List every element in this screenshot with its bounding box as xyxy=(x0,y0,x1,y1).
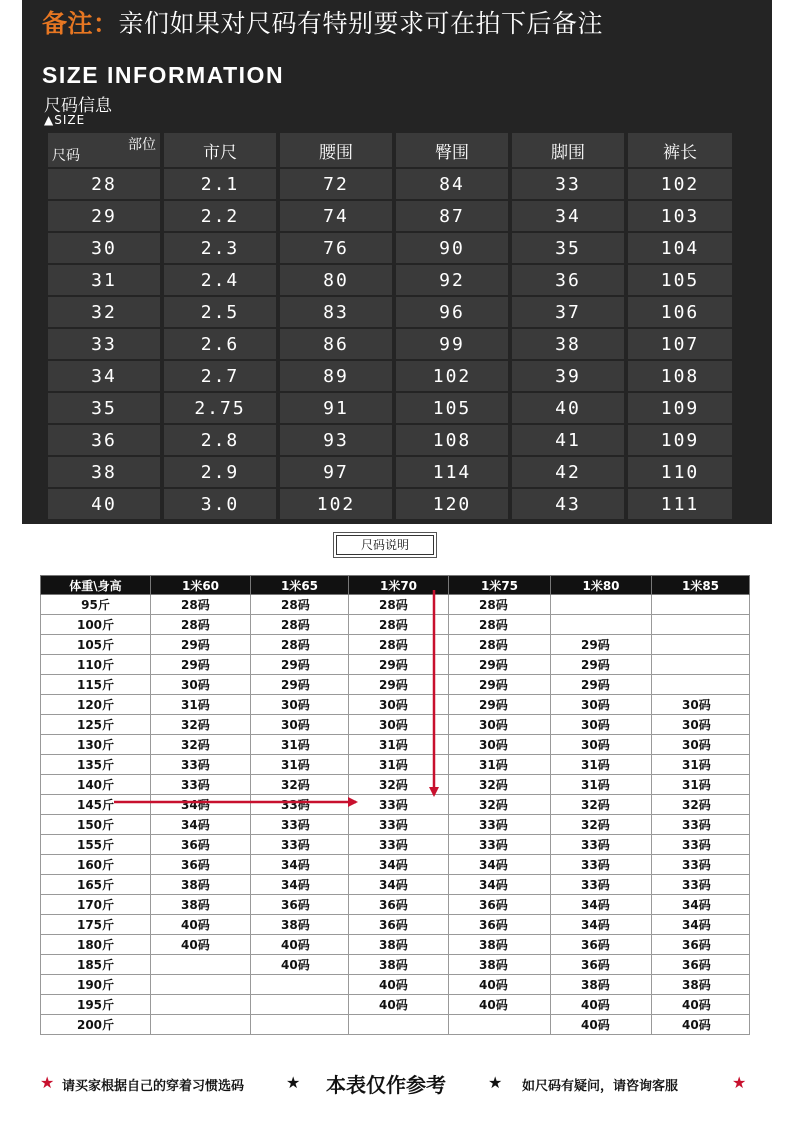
size-cell: 28码 xyxy=(349,635,449,655)
height-column-header: 1米75 xyxy=(449,576,551,595)
size-cell: 34 xyxy=(48,361,160,391)
size-cell: 32码 xyxy=(151,735,251,755)
size-cell: 105 xyxy=(396,393,508,423)
table-row xyxy=(41,815,750,835)
size-cell: 40码 xyxy=(449,975,551,995)
corner-bottom-label: 尺码 xyxy=(52,148,80,164)
size-cell: 2.5 xyxy=(164,297,276,327)
size-information-panel xyxy=(22,0,772,524)
size-cell: 28码 xyxy=(251,595,349,615)
size-cell: 28 xyxy=(48,169,160,199)
table-row xyxy=(41,735,750,755)
size-cell: 29码 xyxy=(349,675,449,695)
size-cell: 2.4 xyxy=(164,265,276,295)
size-cell: 74 xyxy=(280,201,392,231)
table-row xyxy=(48,297,732,327)
size-cell: 111 xyxy=(628,489,732,519)
size-column-header: 脚围 xyxy=(512,133,624,167)
weight-cell: 120斤 xyxy=(41,695,151,715)
size-cell: 29码 xyxy=(151,655,251,675)
size-cell: 38码 xyxy=(551,975,652,995)
size-cell: 38 xyxy=(48,457,160,487)
size-cell xyxy=(551,615,652,635)
size-cell: 33码 xyxy=(652,875,750,895)
weight-cell: 135斤 xyxy=(41,755,151,775)
height-column-header: 1米85 xyxy=(652,576,750,595)
size-cell: 28码 xyxy=(449,615,551,635)
size-cell: 33码 xyxy=(251,815,349,835)
size-cell: 33码 xyxy=(551,855,652,875)
table-row xyxy=(48,169,732,199)
size-cell: 33码 xyxy=(652,855,750,875)
weight-cell: 165斤 xyxy=(41,875,151,895)
size-cell: 36码 xyxy=(151,835,251,855)
note-label: 备注： xyxy=(42,9,119,38)
size-cell: 36 xyxy=(512,265,624,295)
star-icon: ★ xyxy=(40,1073,55,1092)
weight-cell: 115斤 xyxy=(41,675,151,695)
weight-cell: 110斤 xyxy=(41,655,151,675)
table-row xyxy=(41,935,750,955)
size-cell: 102 xyxy=(628,169,732,199)
size-cell: 3.0 xyxy=(164,489,276,519)
size-cell: 106 xyxy=(628,297,732,327)
size-cell xyxy=(251,975,349,995)
table-row xyxy=(41,875,750,895)
size-cell: 83 xyxy=(280,297,392,327)
size-cell: 30码 xyxy=(449,735,551,755)
size-cell xyxy=(449,1015,551,1035)
size-cell: 34码 xyxy=(349,855,449,875)
size-cell: 31码 xyxy=(551,775,652,795)
corner-top-label: 部位 xyxy=(128,137,156,153)
size-cell: 30码 xyxy=(652,735,750,755)
star-icon: ★ xyxy=(732,1073,747,1092)
size-cell: 36码 xyxy=(551,935,652,955)
table-row xyxy=(41,1015,750,1035)
size-cell: 31码 xyxy=(551,755,652,775)
size-cell: 110 xyxy=(628,457,732,487)
size-cell: 2.75 xyxy=(164,393,276,423)
size-cell: 30 xyxy=(48,233,160,263)
size-cell: 36码 xyxy=(349,895,449,915)
size-cell: 30码 xyxy=(551,695,652,715)
size-cell xyxy=(151,975,251,995)
weight-cell: 100斤 xyxy=(41,615,151,635)
size-cell: 34码 xyxy=(551,895,652,915)
size-cell: 40码 xyxy=(251,935,349,955)
size-cell: 29码 xyxy=(151,635,251,655)
size-chart-title: 尺码说明 xyxy=(336,535,434,555)
size-cell: 30码 xyxy=(251,695,349,715)
size-cell: 38码 xyxy=(151,895,251,915)
size-information-title: SIZE INFORMATION xyxy=(42,62,285,88)
table-row xyxy=(41,775,750,795)
size-cell: 38码 xyxy=(349,935,449,955)
size-cell: 29码 xyxy=(551,655,652,675)
size-cell: 30码 xyxy=(349,715,449,735)
weight-height-header: 体重\身高 xyxy=(41,576,151,595)
weight-cell: 195斤 xyxy=(41,995,151,1015)
table-row xyxy=(41,835,750,855)
size-cell: 30码 xyxy=(151,675,251,695)
height-column-header: 1米80 xyxy=(551,576,652,595)
table-row xyxy=(48,489,732,519)
size-cell: 30码 xyxy=(449,715,551,735)
table-row xyxy=(41,655,750,675)
size-cell: 34码 xyxy=(652,895,750,915)
size-cell: 40码 xyxy=(251,955,349,975)
size-cell: 30码 xyxy=(551,735,652,755)
size-cell: 28码 xyxy=(449,595,551,615)
size-cell: 108 xyxy=(628,361,732,391)
size-cell: 40码 xyxy=(349,975,449,995)
size-cell: 33码 xyxy=(251,835,349,855)
table-row xyxy=(48,233,732,263)
table-row xyxy=(41,855,750,875)
size-cell: 33码 xyxy=(349,795,449,815)
size-column-header: 市尺 xyxy=(164,133,276,167)
size-cell: 33码 xyxy=(349,835,449,855)
size-cell xyxy=(251,995,349,1015)
size-cell xyxy=(551,595,652,615)
size-cell: 29码 xyxy=(449,655,551,675)
table-row xyxy=(41,795,750,815)
weight-cell: 170斤 xyxy=(41,895,151,915)
size-cell: 2.1 xyxy=(164,169,276,199)
size-cell: 2.2 xyxy=(164,201,276,231)
size-cell: 107 xyxy=(628,329,732,359)
size-cell: 36码 xyxy=(449,895,551,915)
size-cell: 90 xyxy=(396,233,508,263)
weight-cell: 140斤 xyxy=(41,775,151,795)
height-column-header: 1米60 xyxy=(151,576,251,595)
size-cell: 34码 xyxy=(151,815,251,835)
size-cell: 2.6 xyxy=(164,329,276,359)
size-cell: 33码 xyxy=(449,815,551,835)
size-cell: 30码 xyxy=(652,715,750,735)
size-cell: 2.8 xyxy=(164,425,276,455)
size-cell: 72 xyxy=(280,169,392,199)
size-cell: 36码 xyxy=(551,955,652,975)
size-cell: 30码 xyxy=(551,715,652,735)
table-row xyxy=(48,425,732,455)
weight-cell: 160斤 xyxy=(41,855,151,875)
size-cell: 33码 xyxy=(652,835,750,855)
table-row xyxy=(41,595,750,615)
size-cell: 38码 xyxy=(349,955,449,975)
size-column-header: 裤长 xyxy=(628,133,732,167)
size-cell: 109 xyxy=(628,393,732,423)
size-cell: 91 xyxy=(280,393,392,423)
footer-center-text: 本表仅作参考 xyxy=(326,1073,446,1097)
size-cell: 114 xyxy=(396,457,508,487)
size-cell: 33码 xyxy=(151,755,251,775)
size-cell: 28码 xyxy=(349,615,449,635)
size-cell xyxy=(151,955,251,975)
size-cell: 2.7 xyxy=(164,361,276,391)
weight-cell: 200斤 xyxy=(41,1015,151,1035)
note-banner xyxy=(42,4,603,40)
size-cell xyxy=(652,635,750,655)
size-cell: 29码 xyxy=(551,675,652,695)
size-cell: 92 xyxy=(396,265,508,295)
size-cell: 40 xyxy=(48,489,160,519)
size-cell: 109 xyxy=(628,425,732,455)
size-cell: 87 xyxy=(396,201,508,231)
size-cell: 32码 xyxy=(449,775,551,795)
size-cell: 38码 xyxy=(449,935,551,955)
size-cell: 33 xyxy=(48,329,160,359)
size-cell: 33码 xyxy=(551,875,652,895)
size-cell: 42 xyxy=(512,457,624,487)
size-cell: 36码 xyxy=(652,935,750,955)
size-cell xyxy=(652,675,750,695)
size-cell: 93 xyxy=(280,425,392,455)
size-cell: 40码 xyxy=(551,995,652,1015)
size-cell xyxy=(151,995,251,1015)
weight-cell: 150斤 xyxy=(41,815,151,835)
size-cell: 31码 xyxy=(349,755,449,775)
weight-cell: 185斤 xyxy=(41,955,151,975)
size-cell: 33 xyxy=(512,169,624,199)
size-cell: 30码 xyxy=(652,695,750,715)
size-cell: 31码 xyxy=(251,735,349,755)
size-cell: 99 xyxy=(396,329,508,359)
size-cell: 34码 xyxy=(449,855,551,875)
size-cell: 29码 xyxy=(449,695,551,715)
table-row xyxy=(41,615,750,635)
size-cell: 31 xyxy=(48,265,160,295)
weight-cell: 130斤 xyxy=(41,735,151,755)
size-column-header: 臀围 xyxy=(396,133,508,167)
size-cell: 35 xyxy=(512,233,624,263)
size-cell: 29码 xyxy=(449,675,551,695)
size-cell xyxy=(151,1015,251,1035)
size-cell: 31码 xyxy=(449,755,551,775)
table-row xyxy=(48,393,732,423)
size-cell: 36码 xyxy=(652,955,750,975)
star-icon: ★ xyxy=(286,1073,301,1092)
size-information-subtitle: 尺码信息 xyxy=(44,96,112,116)
size-cell: 103 xyxy=(628,201,732,231)
size-cell: 102 xyxy=(280,489,392,519)
size-cell: 102 xyxy=(396,361,508,391)
weight-cell: 95斤 xyxy=(41,595,151,615)
table-row xyxy=(41,955,750,975)
size-cell: 89 xyxy=(280,361,392,391)
size-cell: 28码 xyxy=(349,595,449,615)
size-cell: 96 xyxy=(396,297,508,327)
size-cell: 33码 xyxy=(251,795,349,815)
size-cell: 28码 xyxy=(151,595,251,615)
size-cell: 33码 xyxy=(449,835,551,855)
size-cell xyxy=(652,655,750,675)
size-cell: 97 xyxy=(280,457,392,487)
size-cell: 80 xyxy=(280,265,392,295)
size-cell: 31码 xyxy=(652,775,750,795)
size-cell: 34码 xyxy=(652,915,750,935)
size-cell: 39 xyxy=(512,361,624,391)
size-cell: 34码 xyxy=(349,875,449,895)
size-cell: 31码 xyxy=(652,755,750,775)
size-cell: 43 xyxy=(512,489,624,519)
size-cell: 2.9 xyxy=(164,457,276,487)
table-row xyxy=(48,457,732,487)
star-icon: ★ xyxy=(488,1073,503,1092)
size-table-corner xyxy=(48,133,160,167)
size-cell: 108 xyxy=(396,425,508,455)
size-cell: 38 xyxy=(512,329,624,359)
table-row xyxy=(41,755,750,775)
weight-cell: 155斤 xyxy=(41,835,151,855)
height-column-header: 1米65 xyxy=(251,576,349,595)
weight-cell: 125斤 xyxy=(41,715,151,735)
size-cell: 32码 xyxy=(551,815,652,835)
table-row xyxy=(41,995,750,1015)
size-cell: 36码 xyxy=(349,915,449,935)
size-cell: 29码 xyxy=(251,655,349,675)
size-cell: 30码 xyxy=(251,715,349,735)
size-cell: 29 xyxy=(48,201,160,231)
weight-cell: 105斤 xyxy=(41,635,151,655)
size-cell: 32码 xyxy=(151,715,251,735)
size-cell: 28码 xyxy=(151,615,251,635)
size-cell: 40码 xyxy=(652,1015,750,1035)
note-text: 亲们如果对尺码有特别要求可在拍下后备注 xyxy=(118,9,604,38)
height-column-header: 1米70 xyxy=(349,576,449,595)
size-cell: 40码 xyxy=(652,995,750,1015)
size-chart-header xyxy=(41,576,750,595)
size-cell: 38码 xyxy=(251,915,349,935)
size-cell: 120 xyxy=(396,489,508,519)
size-cell: 86 xyxy=(280,329,392,359)
size-cell: 28码 xyxy=(251,615,349,635)
table-row xyxy=(41,675,750,695)
size-cell: 40 xyxy=(512,393,624,423)
size-table-header xyxy=(48,133,732,167)
weight-cell: 180斤 xyxy=(41,935,151,955)
size-cell: 34码 xyxy=(449,875,551,895)
table-row xyxy=(41,715,750,735)
size-cell: 29码 xyxy=(251,675,349,695)
size-small-label: ▲SIZE xyxy=(44,113,86,127)
size-cell: 40码 xyxy=(151,915,251,935)
table-row xyxy=(41,635,750,655)
size-cell xyxy=(349,1015,449,1035)
size-cell: 29码 xyxy=(349,655,449,675)
size-cell: 36码 xyxy=(151,855,251,875)
size-cell: 2.3 xyxy=(164,233,276,263)
size-cell: 76 xyxy=(280,233,392,263)
size-cell: 28码 xyxy=(251,635,349,655)
size-cell: 40码 xyxy=(151,935,251,955)
size-cell: 40码 xyxy=(449,995,551,1015)
size-cell: 34码 xyxy=(251,855,349,875)
size-chart-table xyxy=(40,575,750,1035)
size-cell: 104 xyxy=(628,233,732,263)
size-cell: 38码 xyxy=(449,955,551,975)
size-cell: 33码 xyxy=(551,835,652,855)
size-cell: 29码 xyxy=(551,635,652,655)
size-cell xyxy=(652,595,750,615)
size-cell: 34码 xyxy=(151,795,251,815)
size-column-header: 腰围 xyxy=(280,133,392,167)
size-cell: 40码 xyxy=(349,995,449,1015)
size-cell: 31码 xyxy=(151,695,251,715)
size-cell: 38码 xyxy=(151,875,251,895)
table-row xyxy=(48,201,732,231)
size-cell: 33码 xyxy=(151,775,251,795)
size-cell: 30码 xyxy=(349,695,449,715)
size-cell: 31码 xyxy=(251,755,349,775)
size-cell: 31码 xyxy=(349,735,449,755)
size-cell: 33码 xyxy=(652,815,750,835)
table-row xyxy=(48,265,732,295)
size-cell: 32码 xyxy=(551,795,652,815)
size-table xyxy=(44,131,736,521)
size-cell: 35 xyxy=(48,393,160,423)
size-cell: 32码 xyxy=(449,795,551,815)
table-row xyxy=(41,695,750,715)
weight-cell: 145斤 xyxy=(41,795,151,815)
footer-right-text: 如尺码有疑问，请咨询客服 xyxy=(522,1079,679,1094)
table-row xyxy=(41,895,750,915)
table-row xyxy=(48,361,732,391)
size-cell: 36 xyxy=(48,425,160,455)
size-cell: 105 xyxy=(628,265,732,295)
size-cell: 34码 xyxy=(251,875,349,895)
size-cell: 41 xyxy=(512,425,624,455)
size-cell: 84 xyxy=(396,169,508,199)
size-cell: 32码 xyxy=(349,775,449,795)
footer-left-text: 请买家根据自己的穿着习惯选码 xyxy=(62,1079,245,1094)
table-row xyxy=(48,329,732,359)
weight-cell: 175斤 xyxy=(41,915,151,935)
size-cell: 32码 xyxy=(652,795,750,815)
size-cell: 36码 xyxy=(449,915,551,935)
table-row xyxy=(41,975,750,995)
size-cell xyxy=(652,615,750,635)
weight-cell: 190斤 xyxy=(41,975,151,995)
size-cell xyxy=(251,1015,349,1035)
size-cell: 38码 xyxy=(652,975,750,995)
footer-notes xyxy=(36,1069,756,1099)
size-cell: 32码 xyxy=(251,775,349,795)
size-cell: 34码 xyxy=(551,915,652,935)
size-cell: 28码 xyxy=(449,635,551,655)
size-cell: 34 xyxy=(512,201,624,231)
size-cell: 37 xyxy=(512,297,624,327)
size-cell: 32 xyxy=(48,297,160,327)
size-cell: 40码 xyxy=(551,1015,652,1035)
size-cell: 36码 xyxy=(251,895,349,915)
size-cell: 33码 xyxy=(349,815,449,835)
table-row xyxy=(41,915,750,935)
